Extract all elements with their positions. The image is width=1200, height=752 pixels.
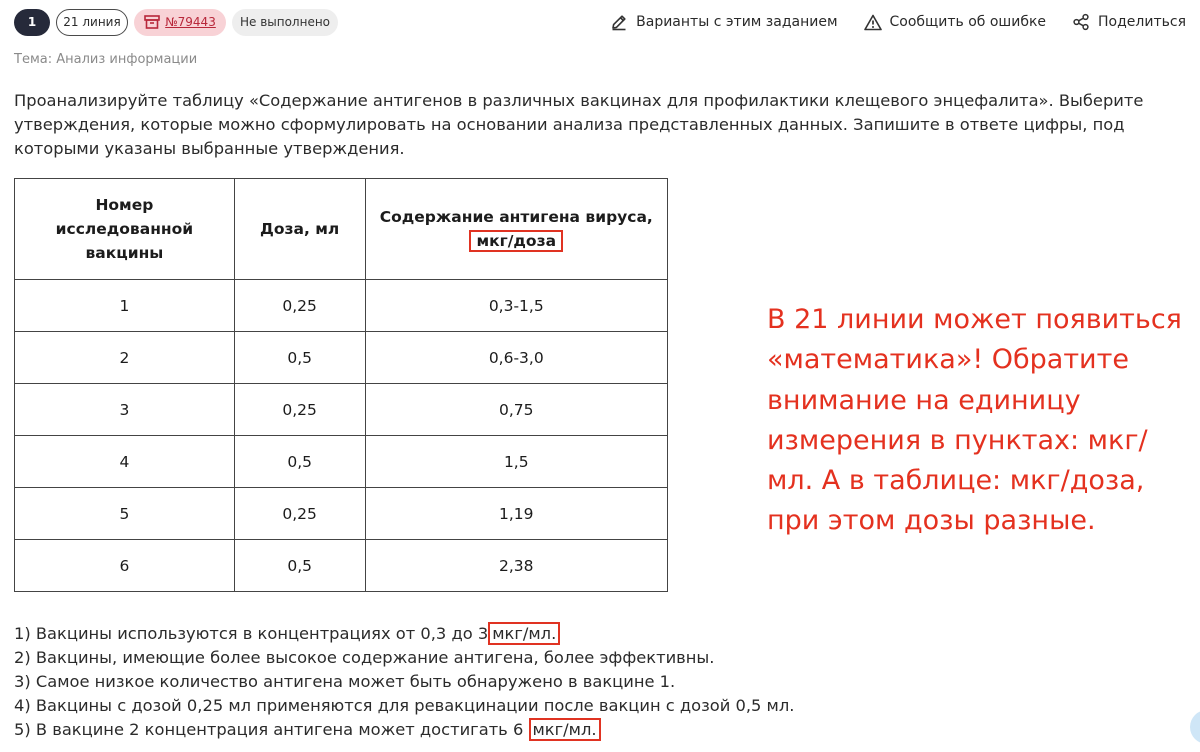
cell-dose: 0,25 bbox=[234, 280, 365, 332]
task-id-label: №79443 bbox=[165, 15, 216, 29]
cell-dose: 0,5 bbox=[234, 436, 365, 488]
report-error-label: Сообщить об ошибке bbox=[889, 14, 1047, 30]
statement-5-unit-highlight: мкг/мл. bbox=[529, 718, 601, 741]
cell-number: 1 bbox=[15, 280, 235, 332]
task-header bbox=[14, 8, 1186, 36]
statements-list bbox=[14, 622, 794, 742]
header-unit-highlight: мкг/доза bbox=[469, 230, 563, 252]
header-antigen-content bbox=[365, 179, 667, 280]
cell-content: 0,3-1,5 bbox=[365, 280, 667, 332]
share-icon bbox=[1072, 13, 1090, 31]
question-text: Проанализируйте таблицу «Содержание антигенов в различных вакцинах для профилактики клещевого энцефалита». Выберите утверждения, которые можно сформулировать на основании анализа представленных данных. Запишите в ответе цифры, под которыми указаны выбранные утверждения. bbox=[14, 91, 1144, 158]
cell-content: 2,38 bbox=[365, 540, 667, 592]
share-label: Поделиться bbox=[1098, 14, 1186, 30]
header-antigen-content-text: Содержание антигена вируса, bbox=[379, 208, 653, 226]
topic-label: Тема: Анализ информации bbox=[14, 52, 198, 67]
statement-3: 3) Самое низкое количество антигена может быть обнаружено в вакцине 1. bbox=[14, 672, 676, 691]
variants-link[interactable] bbox=[610, 13, 837, 31]
report-error-link[interactable] bbox=[864, 14, 1047, 31]
table-row bbox=[15, 436, 668, 488]
table-row bbox=[15, 280, 668, 332]
pencil-icon bbox=[610, 13, 628, 31]
cell-content: 1,19 bbox=[365, 488, 667, 540]
table-row bbox=[15, 384, 668, 436]
line-badge[interactable]: 21 линия bbox=[56, 9, 128, 36]
statement-1-text: 1) Вакцины используются в концентрациях от 0,3 до 3 bbox=[14, 624, 489, 643]
table-row bbox=[15, 488, 668, 540]
cell-content: 0,6-3,0 bbox=[365, 332, 667, 384]
statement-2: 2) Вакцины, имеющие более высокое содержание антигена, более эффективны. bbox=[14, 648, 715, 667]
cell-number: 2 bbox=[15, 332, 235, 384]
header-dose: Доза, мл bbox=[234, 179, 365, 280]
annotation-note: В 21 линии может появиться «математика»! Обратите внимание на единицу измерения в пунктах: мкг/мл. А в таблице: мкг/доза, при этом дозы разные. bbox=[767, 304, 1182, 537]
statement-1-unit-highlight: мкг/мл. bbox=[488, 622, 560, 645]
header-actions bbox=[584, 13, 1186, 31]
cell-content: 0,75 bbox=[365, 384, 667, 436]
cell-content: 1,5 bbox=[365, 436, 667, 488]
floating-widget[interactable] bbox=[1190, 710, 1200, 744]
cell-number: 5 bbox=[15, 488, 235, 540]
cell-dose: 0,25 bbox=[234, 384, 365, 436]
cell-dose: 0,25 bbox=[234, 488, 365, 540]
archive-icon bbox=[144, 15, 160, 29]
variants-label: Варианты с этим заданием bbox=[636, 14, 838, 30]
cell-dose: 0,5 bbox=[234, 540, 365, 592]
cell-number: 3 bbox=[15, 384, 235, 436]
header-vaccine-number-text: Номер исследованной вакцины bbox=[55, 196, 194, 262]
statement-4: 4) Вакцины с дозой 0,25 мл применяются для ревакцинации после вакцин с дозой 0,5 мл. bbox=[14, 696, 795, 715]
table-row bbox=[15, 540, 668, 592]
statement-5 bbox=[14, 718, 794, 742]
warning-icon bbox=[864, 14, 882, 31]
cell-number: 6 bbox=[15, 540, 235, 592]
status-badge: Не выполнено bbox=[232, 9, 338, 36]
statement-5-text: 5) В вакцине 2 концентрация антигена может достигать 6 bbox=[14, 720, 524, 739]
table-header-row bbox=[15, 179, 668, 280]
cell-number: 4 bbox=[15, 436, 235, 488]
antigen-table bbox=[14, 178, 668, 592]
statement-1 bbox=[14, 622, 794, 646]
header-vaccine-number bbox=[15, 179, 235, 280]
table-row bbox=[15, 332, 668, 384]
task-id-badge[interactable] bbox=[134, 9, 226, 36]
share-link[interactable] bbox=[1072, 13, 1186, 31]
cell-dose: 0,5 bbox=[234, 332, 365, 384]
task-number-badge[interactable]: 1 bbox=[14, 9, 50, 36]
